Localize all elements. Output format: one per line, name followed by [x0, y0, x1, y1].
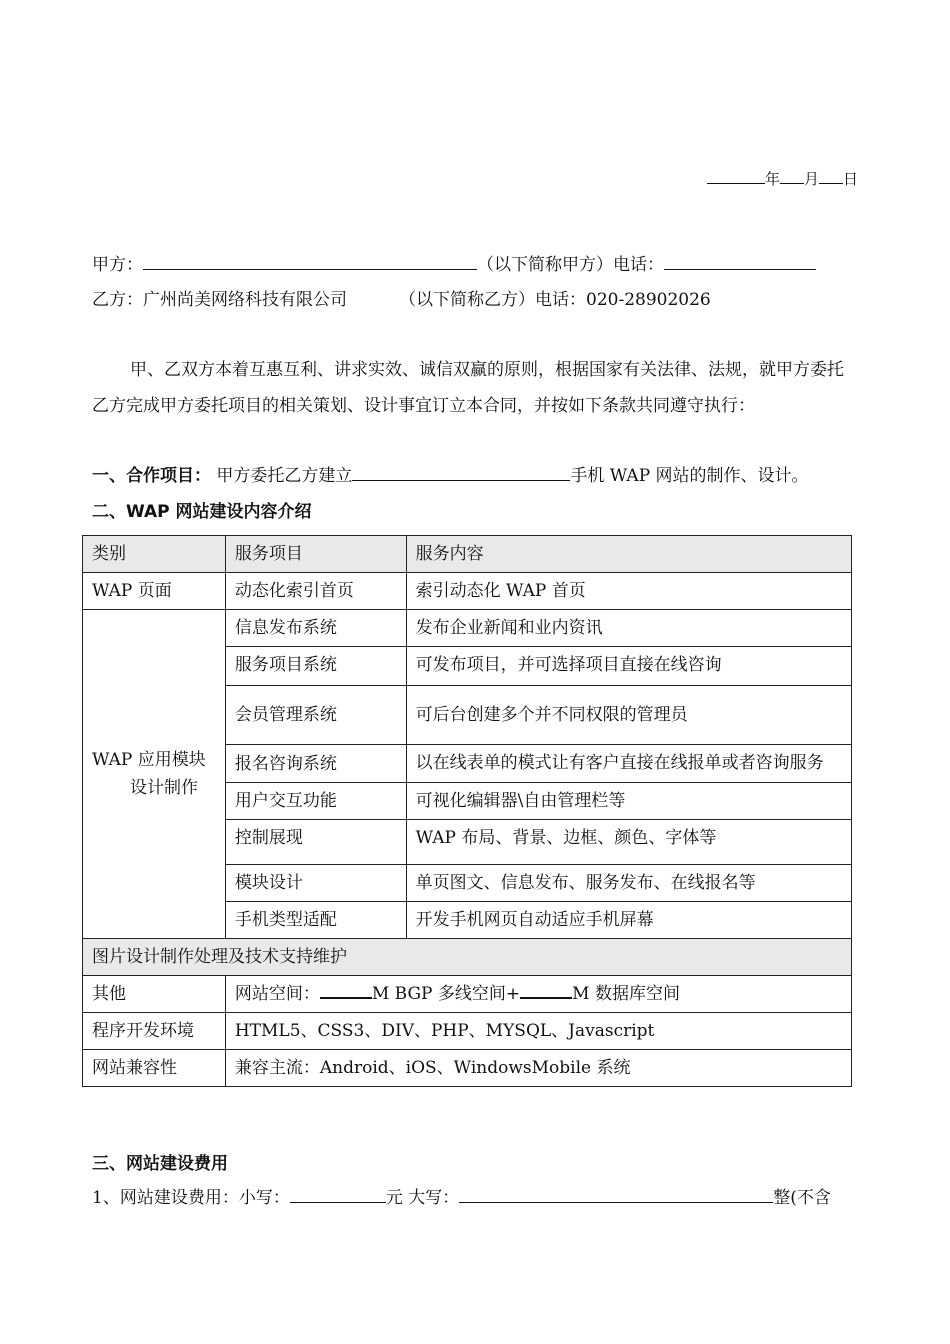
module-category-line2: 设计制作 — [130, 778, 198, 798]
fee-capital-blank[interactable] — [459, 1188, 773, 1203]
party-a-name-blank[interactable] — [143, 255, 477, 270]
party-b-line — [92, 288, 711, 312]
fee-tail: 整(不含 — [773, 1188, 831, 1208]
cell-content: HTML5、CSS3、DIV、PHP、MYSQL、Javascript — [225, 1013, 851, 1050]
cell-item: 控制展现 — [225, 820, 406, 865]
cell-item: 手机类型适配 — [225, 902, 406, 939]
header-content: 服务内容 — [406, 536, 851, 573]
bgp-space-blank[interactable] — [320, 983, 372, 999]
service-table — [82, 535, 852, 1087]
cell-category: 程序开发环境 — [83, 1013, 226, 1050]
day-label: 日 — [842, 170, 858, 188]
cell-content: 可发布项目，并可选择项目直接在线咨询 — [406, 647, 851, 686]
cell-content: 以在线表单的模式让有客户直接在线报单或者咨询服务 — [406, 745, 851, 783]
fee-label: 1、网站建设费用：小写： — [92, 1188, 290, 1208]
month-blank[interactable] — [780, 169, 804, 184]
year-label: 年 — [764, 170, 780, 188]
section-1-text-before: 甲方委托乙方建立 — [216, 466, 353, 486]
section-2-heading: 二、WAP 网站建设内容介绍 — [92, 502, 312, 522]
cell-content: 单页图文、信息发布、服务发布、在线报名等 — [406, 865, 851, 902]
project-name-blank[interactable] — [352, 466, 570, 481]
intro-paragraph: 甲、乙双方本着互惠互利、讲求实效、诚信双赢的原则，根据国家有关法律、法规，就甲方委托乙方完成甲方委托项目的相关策划、设计事宜订立本合同，并按如下条款共同遵守执行： — [92, 360, 844, 416]
cell-item: 动态化索引首页 — [225, 573, 406, 610]
party-a-line — [92, 253, 816, 277]
cell-item: 信息发布系统 — [225, 610, 406, 647]
table-row — [83, 573, 852, 610]
party-b-suffix: （以下简称乙方）电话：020-28902026 — [399, 290, 711, 310]
fee-line — [92, 1186, 831, 1210]
cell-item: 会员管理系统 — [225, 686, 406, 745]
section-1-text-after: 手机 WAP 网站的制作、设计。 — [570, 466, 809, 486]
day-blank[interactable] — [819, 169, 843, 184]
table-row — [83, 1050, 852, 1087]
cell-content: 可视化编辑器\自由管理栏等 — [406, 783, 851, 820]
cell-content: 可后台创建多个并不同权限的管理员 — [406, 686, 851, 745]
party-a-phone-blank[interactable] — [664, 255, 816, 270]
module-category-cell — [83, 610, 226, 939]
section-3-heading: 三、网站建设费用 — [92, 1154, 228, 1174]
cell-category: 网站兼容性 — [83, 1050, 226, 1087]
cell-item: 用户交互功能 — [225, 783, 406, 820]
cell-item: 模块设计 — [225, 865, 406, 902]
party-a-suffix: （以下简称甲方）电话： — [477, 255, 664, 275]
party-b-label: 乙方：广州尚美网络科技有限公司 — [92, 290, 347, 310]
fee-numeric-blank[interactable] — [290, 1188, 386, 1203]
space-mid: M BGP 多线空间+ — [371, 984, 521, 1004]
space-suffix: M 数据库空间 — [572, 984, 680, 1004]
cell-item: 报名咨询系统 — [225, 745, 406, 783]
year-blank[interactable] — [707, 169, 765, 184]
month-label: 月 — [803, 170, 819, 188]
fee-yuan: 元 大写： — [385, 1188, 460, 1208]
section-1 — [92, 464, 809, 488]
section-1-heading: 一、合作项目： — [92, 466, 211, 486]
cell-content: 开发手机网页自动适应手机屏幕 — [406, 902, 851, 939]
image-design-row: 图片设计制作处理及技术支持维护 — [83, 939, 852, 976]
cell-item: 服务项目系统 — [225, 647, 406, 686]
cell-content: 索引动态化 WAP 首页 — [406, 573, 851, 610]
date-line — [707, 168, 858, 189]
header-category: 类别 — [83, 536, 226, 573]
table-row — [83, 939, 852, 976]
table-row — [83, 1013, 852, 1050]
cell-content: WAP 布局、背景、边框、颜色、字体等 — [406, 820, 851, 865]
cell-category: 其他 — [83, 976, 226, 1013]
cell-category: WAP 页面 — [83, 573, 226, 610]
module-category-line1: WAP 应用模块 — [92, 750, 206, 770]
cell-content: 兼容主流：Android、iOS、WindowsMobile 系统 — [225, 1050, 851, 1087]
header-item: 服务项目 — [225, 536, 406, 573]
cell-content — [225, 976, 851, 1013]
space-prefix: 网站空间： — [234, 984, 320, 1004]
table-row — [83, 976, 852, 1013]
db-space-blank[interactable] — [520, 983, 572, 999]
table-row — [83, 610, 852, 647]
party-a-label: 甲方： — [92, 255, 143, 275]
table-header-row — [83, 536, 852, 573]
cell-content: 发布企业新闻和业内资讯 — [406, 610, 851, 647]
